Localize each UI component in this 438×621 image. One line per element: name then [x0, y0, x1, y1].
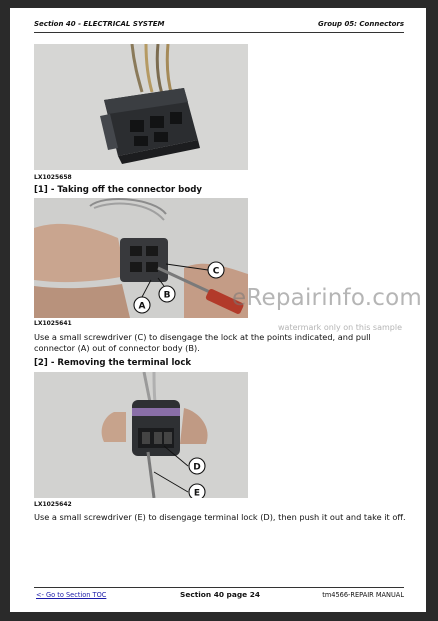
go-to-section-toc-link[interactable]: <- Go to Section TOC	[36, 591, 107, 599]
step-1-heading: [1] - Taking off the connector body	[34, 185, 202, 195]
watermark-site: eRepairinfo.com	[232, 285, 422, 311]
step-1-text: Use a small screwdriver (C) to disengage the lock at the points indicated, and pull connector (A) out of connector body (B).	[34, 332, 371, 353]
manual-page	[10, 8, 426, 612]
hands-screwdriver-photo	[34, 198, 248, 318]
header-rule	[34, 32, 404, 33]
step-2-text: Use a small screwdriver (E) to disengage terminal lock (D), then push it out and take it off.	[34, 512, 406, 522]
figure-id-2: LX1025641	[34, 320, 72, 327]
callout-d: D	[193, 462, 201, 473]
figure-terminal-lock	[34, 372, 248, 498]
callout-b: B	[163, 290, 171, 301]
figure-taking-off-body	[34, 198, 248, 318]
terminal-lock-photo	[34, 372, 248, 498]
figure-id-1: LX1025658	[34, 174, 72, 181]
manual-name: tm4566-REPAIR MANUAL	[322, 591, 404, 599]
group-title: Group 05: Connectors	[318, 20, 404, 28]
figure-id-3: LX1025642	[34, 501, 72, 508]
callout-e: E	[193, 488, 201, 498]
callout-a: A	[138, 301, 146, 312]
figure-connector	[34, 44, 248, 170]
step-2-heading: [2] - Removing the terminal lock	[34, 358, 192, 368]
section-title: Section 40 - ELECTRICAL SYSTEM	[34, 20, 165, 28]
footer-rule	[34, 587, 404, 588]
page-number: Section 40 page 24	[180, 590, 260, 599]
connector-photo	[34, 44, 248, 170]
watermark-note: watermark only on this sample	[278, 323, 403, 332]
callout-c: C	[212, 266, 220, 277]
